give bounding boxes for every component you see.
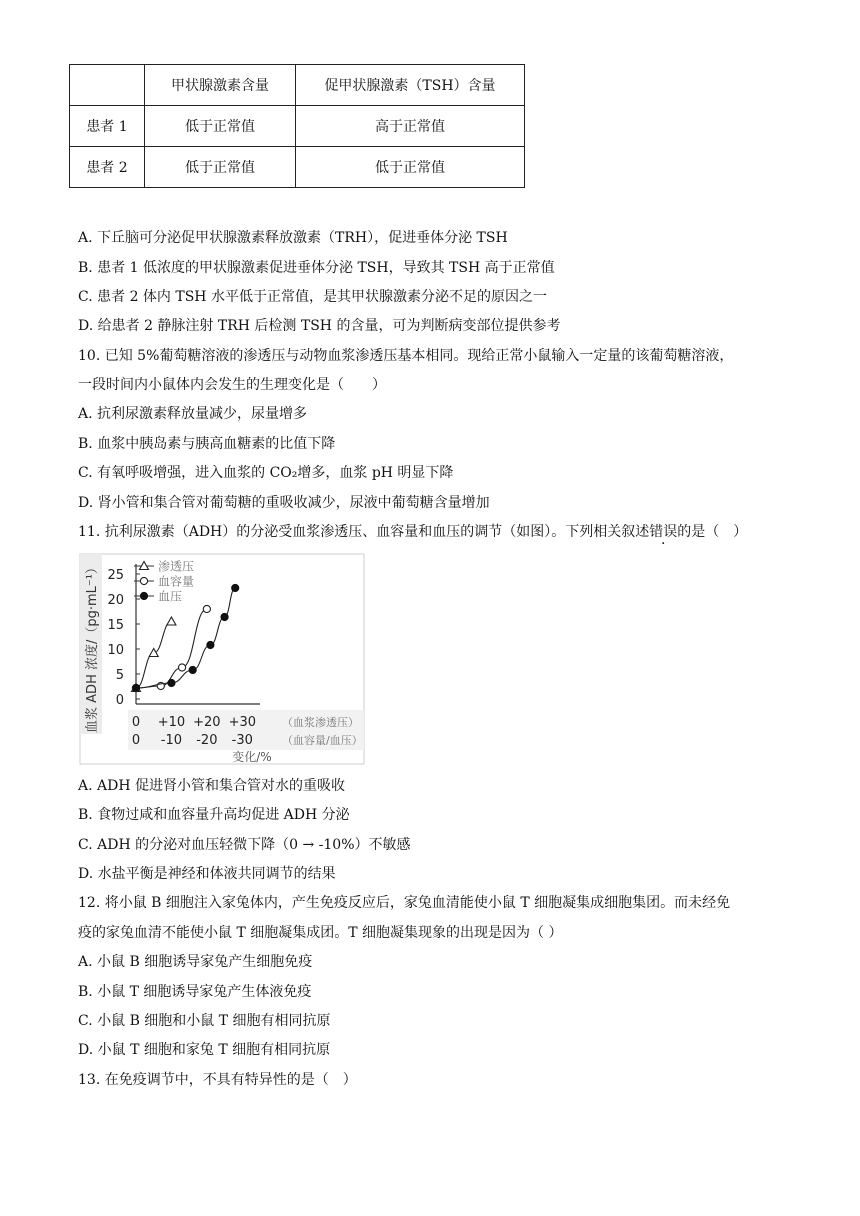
- q12-option-c: C. 小鼠 B 细胞和小鼠 T 细胞有相同抗原: [78, 1013, 331, 1029]
- q10-option-c: C. 有氧呼吸增强，进入血浆的 CO₂增多，血浆 pH 明显下降: [78, 465, 454, 481]
- q9-option-a: A. 下丘脑可分泌促甲状腺激素释放激素（TRH），促进垂体分泌 TSH: [78, 230, 508, 246]
- q11-option-b: B. 食物过咸和血容量升高均促进 ADH 分泌: [78, 807, 350, 823]
- table-cell: 患者 1: [70, 106, 145, 147]
- x-tick-note-row1: （血浆渗透压）: [282, 716, 359, 729]
- y-tick-label: 20: [107, 593, 124, 608]
- table-cell: 甲状腺激素含量: [145, 65, 296, 106]
- q9-option-b: B. 患者 1 低浓度的甲状腺激素促进垂体分泌 TSH，导致其 TSH 高于正常值: [78, 260, 555, 276]
- data-point-filled-circle: [132, 684, 139, 691]
- q11-stem-part: 11. 抗利尿激素（ADH）的分泌受血浆渗透压、血容量和血压的调节（如图）。下列相关叙述: [78, 524, 650, 540]
- x-tick-note-row2: （血容量/血压）: [282, 734, 363, 747]
- x-tick-label-row1: 0: [131, 715, 141, 730]
- data-point-filled-circle: [207, 641, 214, 648]
- legend-label: 血压: [158, 589, 183, 604]
- table-row: [70, 106, 525, 147]
- x-tick-label-row2: 0: [131, 733, 141, 748]
- x-tick-label-row1: +20: [193, 715, 221, 730]
- thyroid-table: [69, 64, 525, 188]
- data-point-filled-circle: [168, 679, 175, 686]
- q11-option-c: C. ADH 的分泌对血压轻微下降（0 → -10%）不敏感: [78, 837, 411, 853]
- x-axis-label: 变化/%: [232, 750, 272, 764]
- table-cell: 促甲状腺激素（TSH）含量: [296, 65, 525, 106]
- q10-stem-line1: 10. 已知 5%葡萄糖溶液的渗透压与动物血浆渗透压基本相同。现给正常小鼠输入一定量的该葡萄糖溶液，: [78, 348, 734, 364]
- q12-stem-line2: 疫的家兔血清不能使小鼠 T 细胞凝集成团。T 细胞凝集现象的出现是因为（ ）: [78, 925, 563, 941]
- q11-option-d: D. 水盐平衡是神经和体液共同调节的结果: [78, 866, 336, 882]
- legend-marker-filled-circle: [140, 592, 147, 599]
- y-tick-label: 15: [107, 618, 124, 633]
- table-cell: 低于正常值: [145, 106, 296, 147]
- table-cell: 低于正常值: [296, 147, 525, 188]
- data-point-open-circle: [203, 605, 210, 612]
- legend-marker-open-circle: [140, 577, 147, 584]
- data-point-filled-circle: [221, 613, 228, 620]
- q10-stem-line2: 一段时间内小鼠体内会发生的生理变化是（ ）: [78, 377, 386, 393]
- table-cell: [70, 65, 145, 106]
- legend-label: 渗透压: [158, 559, 195, 574]
- y-tick-label: 10: [107, 643, 124, 658]
- table-cell: 高于正常值: [296, 106, 525, 147]
- q12-option-b: B. 小鼠 T 细胞诱导家兔产生体液免疫: [78, 984, 312, 1000]
- x-tick-label-row1: +10: [157, 715, 186, 730]
- table-row: [70, 147, 525, 188]
- q11-emphasis: 错误: [649, 524, 678, 540]
- x-tick-label-row2: -20: [196, 733, 218, 748]
- q9-option-c: C. 患者 2 体内 TSH 水平低于正常值，是其甲状腺激素分泌不足的原因之一: [78, 289, 547, 305]
- data-point-open-circle: [178, 664, 185, 671]
- legend-label: 血容量: [158, 574, 195, 589]
- q13-stem: 13. 在免疫调节中，不具有特异性的是（ ）: [78, 1072, 357, 1088]
- x-tick-label-row2: -30: [231, 733, 253, 748]
- x-tick-label-row2: -10: [160, 733, 183, 748]
- q11-stem-part: 的是（ ）: [677, 524, 748, 540]
- q11-option-a: A. ADH 促进肾小管和集合管对水的重吸收: [78, 778, 346, 794]
- q10-option-b: B. 血浆中胰岛素与胰高血糖素的比值下降: [78, 436, 336, 452]
- y-tick-label: 5: [115, 668, 124, 683]
- table-header-row: [70, 65, 525, 106]
- table-cell: 低于正常值: [145, 147, 296, 188]
- q12-option-a: A. 小鼠 B 细胞诱导家兔产生细胞免疫: [78, 954, 313, 970]
- q10-option-a: A. 抗利尿激素释放量减少，尿量增多: [78, 406, 308, 422]
- y-tick-label: 25: [107, 568, 124, 583]
- y-axis-label: 血浆 ADH 浓度/（pg·mL⁻¹）: [85, 561, 100, 733]
- y-tick-label: 0: [115, 693, 124, 708]
- q12-option-d: D. 小鼠 T 细胞和家兔 T 细胞有相同抗原: [78, 1042, 331, 1058]
- q12-stem-line1: 12. 将小鼠 B 细胞注入家兔体内，产生免疫反应后，家兔血清能使小鼠 T 细胞凝集成细胞集团。而未经免: [78, 895, 731, 911]
- data-point-filled-circle: [232, 584, 239, 591]
- x-tick-label-row1: +30: [228, 715, 257, 730]
- table-cell: 患者 2: [70, 147, 145, 188]
- data-point-filled-circle: [189, 666, 196, 673]
- q10-option-d: D. 肾小管和集合管对葡萄糖的重吸收减少，尿液中葡萄糖含量增加: [78, 495, 490, 511]
- q11-stem: [78, 522, 747, 542]
- adh-chart: [78, 552, 368, 767]
- q9-option-d: D. 给患者 2 静脉注射 TRH 后检测 TSH 的含量，可为判断病变部位提供参考: [78, 318, 561, 334]
